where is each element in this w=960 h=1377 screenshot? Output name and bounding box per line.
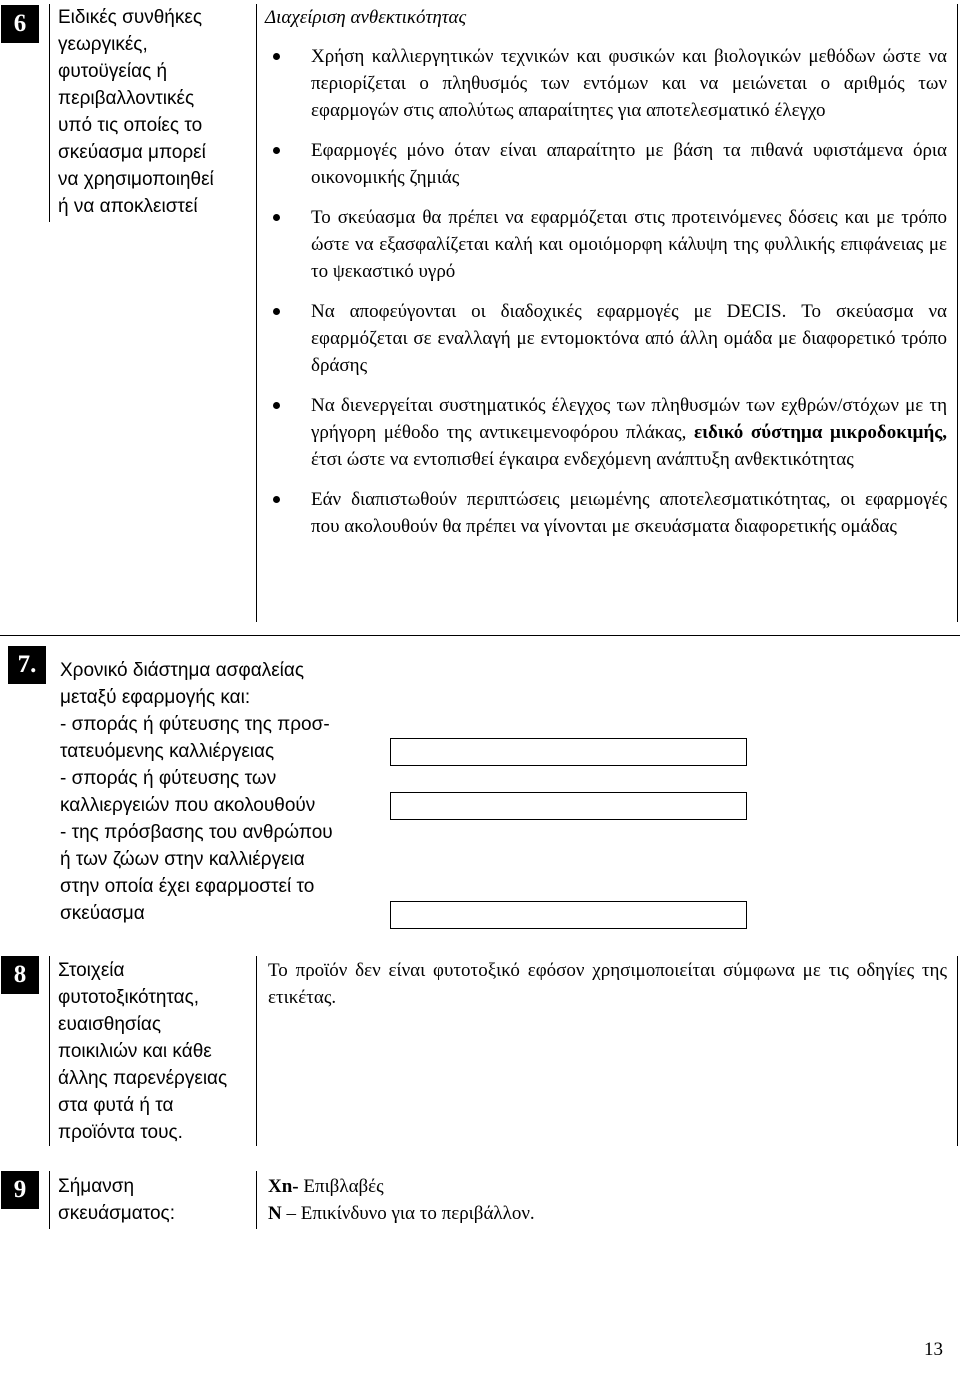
resistance-list <box>265 43 947 540</box>
section-8-left-rule <box>49 956 50 1146</box>
label-line: φυτοϋγείας ή <box>58 61 168 82</box>
label-line: περιβαλλοντικές <box>58 88 195 109</box>
section-6-number: 6 <box>1 5 39 43</box>
section-6-content <box>265 4 947 553</box>
label-line: ευαισθησίας <box>58 1014 162 1035</box>
label-line: τατευόμενης καλλιέργειας <box>60 741 275 762</box>
label-line: ποικιλιών και κάθε <box>58 1041 212 1062</box>
sowing-protected-crop-input[interactable] <box>390 738 747 766</box>
section-9-left-rule <box>49 1171 50 1229</box>
bold-phrase: ειδικό σύστημα μικροδοκιμής, <box>694 422 947 443</box>
label-line: προϊόντα τους. <box>58 1122 183 1143</box>
hazard-code: N <box>268 1203 282 1224</box>
section-6-left-rule <box>49 4 50 222</box>
section-7-number: 7. <box>8 646 46 684</box>
section-9-divider <box>256 1171 257 1229</box>
label-line: σκεύασμα μπορεί <box>58 142 206 163</box>
label-line: στην οποία έχει εφαρμοστεί το <box>60 876 315 897</box>
label-line: μεταξύ εφαρμογής και: <box>60 687 251 708</box>
bullet-icon <box>273 214 280 221</box>
label-line: καλλιεργειών που ακολουθούν <box>60 795 316 816</box>
label-line: ή να αποκλειστεί <box>58 196 198 217</box>
label-line: - της πρόσβασης του ανθρώπου <box>60 822 333 843</box>
page-number: 13 <box>924 1339 943 1360</box>
section-8-number: 8 <box>1 956 39 994</box>
label-line: - σποράς ή φύτευσης της προσ- <box>60 714 330 735</box>
sowing-following-crops-input[interactable] <box>390 792 747 820</box>
phytotoxicity-text: Το προϊόν δεν είναι φυτοτοξικό εφόσον χρησιμοποιείται σύμφωνα με τις οδηγίες της ετικέτας. <box>268 960 947 1008</box>
resistance-heading: Διαχείριση ανθεκτικότητας <box>265 7 467 28</box>
section-6-divider <box>256 4 257 622</box>
bullet-icon <box>273 53 280 60</box>
section-9-label <box>58 1173 248 1227</box>
bullet-icon <box>273 496 280 503</box>
label-line: Ειδικές συνθήκες <box>58 7 202 28</box>
label-line: γεωργικές, <box>58 34 148 55</box>
list-item: Εάν διαπιστωθούν περιπτώσεις μειωμένης αποτελεσματικότητας, οι εφαρμογές που ακολουθούν θα πρέπει να γίνονται με σκευάσματα διαφορετικής ομάδας <box>265 486 947 540</box>
label-line: σκευάσματος: <box>58 1203 175 1224</box>
bullet-icon <box>273 402 280 409</box>
hazard-line-harmful: Xn- Επιβλαβές <box>268 1176 384 1197</box>
label-line: άλλης παρενέργειας <box>58 1068 228 1089</box>
label-line: Χρονικό διάστημα ασφαλείας <box>60 660 305 681</box>
section-8-label <box>58 957 253 1146</box>
label-line: στα φυτά ή τα <box>58 1095 174 1116</box>
hazard-labels <box>268 1173 535 1227</box>
section-8-divider <box>256 956 257 1146</box>
section-6-right-rule <box>957 4 958 622</box>
section-9-number: 9 <box>1 1171 39 1209</box>
label-line: σκεύασμα <box>60 903 145 924</box>
list-item: Χρήση καλλιεργητικών τεχνικών και φυσικών και βιολογικών μεθόδων ώστε να περιορίζεται ο πληθυσμός των εντόμων και να μειώνεται ο αριθμός των εφαρμογών στις απολύτως απαραίτητες για αποτελεσματικό έλεγχο <box>265 43 947 124</box>
access-humans-animals-input[interactable] <box>390 901 747 929</box>
label-line: να χρησιμοποιηθεί <box>58 169 214 190</box>
bullet-icon <box>273 147 280 154</box>
list-item: Να αποφεύγονται οι διαδοχικές εφαρμογές με DECIS. Το σκεύασμα να εφαρμόζεται σε εναλλαγή με εντομοκτόνα από άλλη ομάδα με διαφορετικό τρόπο δράσης <box>265 298 947 379</box>
bullet-icon <box>273 308 280 315</box>
list-item: Εφαρμογές μόνο όταν είναι απαραίτητο με βάση τα πιθανά υφιστάμενα όρια οικονομικής ζημιάς <box>265 137 947 191</box>
label-line: Σήμανση <box>58 1176 135 1197</box>
label-line: ή των ζώων στην καλλιέργεια <box>60 849 305 870</box>
list-item: Το σκεύασμα θα πρέπει να εφαρμόζεται στις προτεινόμενες δόσεις και με τρόπο ώστε να εξασφαλίζεται καλή και ομοιόμορφη κάλυψη της φυλλικής επιφάνειας με το ψεκαστικό υγρό <box>265 204 947 285</box>
label-line: φυτοτοξικότητας, <box>58 987 200 1008</box>
label-line: - σποράς ή φύτευσης των <box>60 768 277 789</box>
hazard-line-environment: N – Επικίνδυνο για το περιβάλλον. <box>268 1203 535 1224</box>
section-6-bottom-rule <box>0 635 960 636</box>
label-line: υπό τις οποίες το <box>58 115 203 136</box>
section-8-right-rule <box>957 956 958 1146</box>
section-7-label <box>60 657 380 927</box>
hazard-code: Xn- <box>268 1176 299 1197</box>
label-line: Στοιχεία <box>58 960 125 981</box>
section-6-label <box>58 4 248 220</box>
list-item: Να διενεργείται συστηματικός έλεγχος των πληθυσμών των εχθρών/στόχων με τη γρήγορη μέθοδο της αντικειμενοφόρου πλάκας, ειδικό σύστημα μικροδοκιμής, έτσι ώστε να εντοπισθεί έγκαιρα ενδεχόμενη ανάπτυξη ανθεκτικότητας <box>265 392 947 473</box>
